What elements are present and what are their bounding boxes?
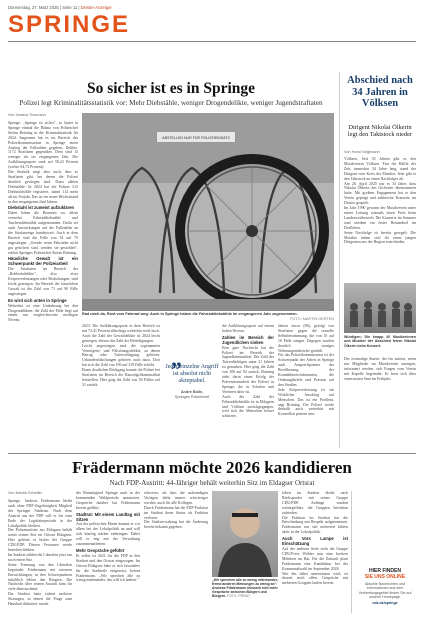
- second-byline: Von Mantia Scheffer: [8, 491, 43, 495]
- quote-attribution: [164, 390, 220, 399]
- bicycle-rack-photo: [82, 113, 334, 311]
- lead-col1c-text: Die Straftaten im Bereich der „Rohheitsdelikte", also etwa Körperverletzungen oder Bedrohungen, sind leicht gestiegen. Im Bereich der häuslichen Gewalt ist die Zahl von 71 auf 90 Fälle angestiegen.: [8, 267, 78, 296]
- lead-column-4: [278, 324, 334, 452]
- second-column-4: [282, 491, 348, 613]
- second-col2-text: der Ratsmitglied Springe auch in der kommenden Wahlperiode anzutreten. Gespräche darüber hat Frädermann bereits geführt.: [76, 491, 140, 510]
- portrait-illustration: [212, 491, 278, 577]
- lead-col3b-text: Eine gute Nachricht hat die Polizei im Bereich der Jugendkriminalität: Die Zahl der Tatverdächtigen unter 21 Jahren ist gesunken. Hier ging die Zahl von 106 auf 92 zurück. Brüning sieht darin einen Erfolg der Präventionsarbeit der Polizei in Springe, die in Schulen und Vereinen aktiv ist. Auch die Zahl der Fahrraddiebstähle ist in Eldagsen und Völksen zurückgegangen, weil sich die Menschen besser schützen.: [222, 345, 274, 419]
- ad-divider: [351, 491, 352, 613]
- quote-author-role: Springes Polizeichef: [174, 394, 210, 399]
- orchestra-photo: [344, 283, 416, 333]
- side-byline: Von Horst Voigtmann: [344, 150, 380, 154]
- lead-column-3: [222, 324, 274, 452]
- second-col2-heading2: Mehr Gespräche geführt: [76, 547, 125, 553]
- lead-col1b-text: Dabei haben die Beamten vor allem vermehrt Fahrraddiebstähle und Taschendiebstähle aufgenommen. Dafür sei auch Auswirkungen auf die Fallzahlen an der Strafanzeige bundesweit. Auch in dem Bereich sind die Fälle von 34 auf 70 angestiegen. „Gerade wenn Fahrräder nicht gut gesichert sind, werden sie gestohlen", erklärt Springes Polizeichef Stefan Brüning.: [8, 211, 78, 255]
- lead-col1-text: Springe. „Springe ist sicher", so lautet in Springe einmal die Bilanz von Polizeichef Stefan Brüning in der Kriminalstatistik für 2024. Insgesamt hat es im Bereich des Polizeikommissariats in Springe einen Anstieg der Fallzahlen gegeben, Delikte, 1172 Straftaten gegenüber. Dem sind 13 weniger als im vergangenen Jahr. Die Aufklärungsquote sank auf 58,22 Prozent (vorher 64,72 Prozent). Die Statistik zeigt aber auch, dass es Straftaten gibt, bei denen die Polizei deutlich gestiegen sind. Dazu zählen Diebstähle: In 2024 hat die Polizei 312 Diebstahlsfälle registriert, damit 114 mehr als im Vorjahr. Das ist ein neuer Höchststand in den vergangenen fünf Jahren.: [8, 121, 78, 204]
- side-headline: Abschied nach 34 Jahren in Völksen: [347, 75, 413, 109]
- lead-column-1: [8, 121, 78, 451]
- side-body2-text: Der erstmalige Starter, der bis zuletzt, wenn nur Mitglieder im Musikverein anzeigen, informiert werden, sich Fragen vom Verein mit Kapelle begründet. Er freut sich über einen neuen Start im Frühjahr.: [344, 357, 416, 381]
- portrait-photo-credit: FOTO: PRIVAT: [227, 594, 251, 599]
- lead-col3-text: die Aufklärungsquote auf einem hohen Niveau.: [222, 324, 274, 333]
- lead-col1d-text: Weiterhin ist eine Umkehrung bei den Drogendelikten: die Zahl der Fälle liegt auf einem nur vergleichsweise niedrigen Niveau.: [8, 303, 78, 323]
- lead-col1-heading: Diebstahl ist zumeist aufzuklären: [8, 205, 75, 211]
- quote-author: André Bolle,: [180, 390, 204, 394]
- side-body-2: [344, 357, 416, 449]
- lead-subheadline: Polizei legt Kriminalitätsstatistik vor: Mehr Diebstähle, weniger Drogendelikte, weniger Jugendstraftaten: [19, 99, 323, 107]
- second-subheadline: Nach FDP-Austritt: 44-Jähriger behält weiterhin Sitz im Eldagser Ortsrat: [109, 479, 315, 487]
- portrait-caption: [212, 578, 278, 598]
- lead-byline: Von Jessica Tiesmann: [8, 113, 46, 117]
- second-column-3: [144, 491, 208, 613]
- police-sign-text: ABSTELLEN NUR FÜR POLIZEIEINSATZ: [162, 136, 230, 140]
- second-col4b-text: Auf der anderen Seite sieht die Gruppe CDU/Freie Wähler nun eine breitere Mehrheit im Rat. Für die Zukunft plant Frädermann eine Kandidatur bei der Kommunalwahl im September 2026. Wer ihn dabei unterstützen wird, ist derzeit noch offen. Gespräche mit mehreren Gruppen laufen bereits.: [282, 546, 348, 586]
- second-col4-text: falten im Stadtrat direkt nach Rücksprache mit seiner Gruppe CDU/FDP. Anfänge wurden weitergeführt, die Gruppen berichten zufrieden. Die Fraktion im Stadtrat hat die Entscheidung mit Respekt aufgenommen. Frädermann war seit mehreren Jahren aktiv in der Lokalpolitik.: [282, 491, 348, 535]
- orchestra-illustration: [344, 283, 416, 333]
- lead-col3-heading: Zahlen im Bereich der Jugendlichen sinken: [222, 334, 274, 345]
- side-divider: [339, 72, 340, 448]
- promo-url[interactable]: ndz.de/springe: [372, 601, 398, 606]
- paper-name: Deister-Anzeiger: [80, 5, 112, 10]
- section-title: SPRINGE: [8, 11, 131, 38]
- lead-caption-text: Rad noch da, Rost vom Fahrrad weg: Auch in Springe haben die Fahrraddiebstähle im vergangenen Jahr zugenommen.: [82, 312, 298, 316]
- side-subheadline: Dirigent Nikolai Ölkerin legt den Taktstock nieder: [347, 124, 413, 139]
- second-col1-text: Springe. Andreas Frädermann bleibt auch ohne FDP-Zugehörigkeit Mitglied des Springer Stadtrats. Nach dem Austritt aus der FDP will er bis zum Ende der Legislaturperiode in der Lokalpolitik bleiben. Der Polizeimeister aus Eldagsen behält somit seinen Sitz im Ortsrat Eldagsen. Hier gehörte er bisher der Gruppe CDU/FDP. Diesen Vertrauen werde bestehen bleiben. Im Stadtrat zählen die Liberalen jetzt nur noch einen Sitz. Seine Trennung von den Liberalen begründet Frädermann mit internen Entwicklungen, in den Schwerpunkten inhaltlich fehlen den Bürgern. Die Nachricht über seinen Austritt kam für viele überraschend. Der Stadtrat hatte zuletzt mehrere Sitzungen, in denen die Frage zum Haushalt diskutiert wurde.: [8, 499, 72, 607]
- quote-mark-icon: „: [171, 346, 182, 371]
- side-body: [344, 157, 416, 281]
- lead-col4-text: Jahren zuvor (86), gefolgt von Straftaten gegen die sexuelle Selbstbestimmung, die von 10 auf 16 Fälle stiegen. Dagegen wurden deutlich weniger Wohnungseinbrüche gezählt. Für das Polizeikommissariat ist der Schwerpunkt der Arbeit in Springe auch Ansprechpartner der Bevölkerung, der Kontaktbereichsbeamten, die Ordnungskräfte und Präsenz auf den Straßen. Jede Körperverletzung ist ein Wirklicher Anschlag auf Menschen. Das ist ein Problem, sagt Brüning. Die Polizei werde deshalb auch weiterhin mit Kontrollen präsent sein.: [278, 324, 334, 417]
- lead-col2-text: 2023. Die Aufklärungsquote in dem Bereich ist mit 73,41 Prozent allerdings weiterhin recht hoch. Auch die Zahl der Gewaltdelikte ist 2024 leicht gestiegen, ebenso die Zahl der Beleidigungen. Leicht angestiegen sind die sogenannten Vermögens- und Fälschungsdelikte, zu denen Betrug oder Unterschlagung gehören. Urkundenfälschungen gehören auch dazu. Dort hat sich die Zahl von 196 auf 219 Fälle erhöht. Einen deutlichen Rückgang konnte die Polizei bei Straftaten im Bereich der Rauschgiftkriminalität feststellen. Hier ging die Zahl von 56 Fällen auf 31 zurück.: [82, 324, 160, 387]
- second-headline: Frädermann möchte 2026 kandidieren: [72, 458, 352, 477]
- police-sign: [156, 131, 236, 143]
- lead-column-2: [82, 324, 160, 452]
- side-body-text: Völksen. Seit 35 Jahren gibt es den Musikverein Völksen. Fast die Hälfte der Zeit, immerhin 34 Jahre lang, stand der Dirigent vorn Kreis der Musiker. Jetzt gibt er den Taktstock an einen Nachfolger ab. Am 26. April 2025 war es 34 Jahre, dass Nikolai Ölkerin das Orchester übernommen hatte. Mit großem Engagement hat er den Verein geprägt und zahlreiche Konzerte im Deister gespielt. Im Jahr 1990 gewann der Musikverein unter seiner Leitung erstmals einen Preis beim Landeswettbewerb. Die Konzerte im Sommer sind seitdem ein fester Bestandteil im Dorfleben. Seine Nachfolge ist bereits geregelt: Die Musiker haben sich für einen jungen Dirigenten aus der Region entschieden.: [344, 157, 416, 245]
- second-col2-heading: Stadtrat: Mit einem Landtag mit Sitzen: [76, 511, 140, 522]
- masthead-divider: [8, 41, 416, 42]
- portrait-caption-text: „Wir sprechen alle zu wenig miteinander, fremd anderen Meinungen zu wenig an": Andreas Frädermann wünscht sich mehr Gespräche zwischen Bürgern und Bürgern.: [212, 578, 278, 599]
- second-column-2: [76, 491, 140, 613]
- date-line: Donnerstag, 27. März 2025 | Seite 11: [8, 5, 78, 10]
- second-column-1: [8, 499, 72, 613]
- lead-col1-heading3: Es wird sich unten in Springe: [8, 297, 67, 303]
- lead-col1-heading2: Häusliche Gewalt ist ein Schwerpunkt der Polizeiarbeit: [8, 256, 78, 267]
- online-promo[interactable]: [354, 568, 416, 605]
- promo-text: Aktuelle Nachrichten und Informationen aus dem Verbreitungsgebiet finden Sie auf unserer Homepage.: [358, 582, 412, 599]
- second-col3-text: schwerer, als dass die aufwendigen Vorlagen dafür immer schwieriger werden, auch für alle Kollegen. Durch Frädermann hat die FDP-Fraktion im Stadtrat ihren Status als Fraktion verloren. Die Stadtverwaltung hat die Änderung bereits bekannt gegeben.: [144, 491, 208, 530]
- lead-photo-credit: FOTO: MARTIN GERTEN: [290, 316, 334, 321]
- second-col2c-text: Er selbst ist 2021 für die FDP in den Stadtrat und den Ortsrat eingezogen. Im Ortsrat Eldagsen habe er sich besonders für die Stadtteile eingesetzt, betont Frädermann. „Wir sprechen alle zu wenig miteinander, das will ich ändern.": [76, 553, 140, 583]
- side-caption-text: Würdigen: Die knapp 40 Musikerinnen und Musiker der Abschied feiern Nikolai Ölkerin beim Konzert.: [344, 335, 416, 348]
- masthead-date-line: Donnerstag, 27. März 2025 | Seite 11 | Deister-Anzeiger: [8, 5, 112, 10]
- portrait-photo: [212, 491, 278, 577]
- story-divider: [8, 453, 416, 454]
- promo-line-2: SIE UNS ONLINE: [364, 574, 406, 580]
- second-col2b-text: Auf der politischen Ebene kommt er vor allem bei der Lokalpolitik an und will sich künftig stärker einbringen. Dabei will er eng mit der Verwaltung zusammenarbeiten.: [76, 522, 140, 547]
- second-col4-heading: Auch Vors Lampe ist Einschätzung: [282, 536, 348, 547]
- lead-headline: So sicher ist es in Springe: [86, 80, 256, 97]
- lead-photo-caption: [82, 312, 334, 321]
- pull-quote: Jeder einzelne Angriff ist absolut nicht akzeptabel.: [165, 364, 219, 384]
- side-photo-caption: [344, 335, 416, 355]
- promo-line-1: HIER FINDEN: [369, 568, 401, 574]
